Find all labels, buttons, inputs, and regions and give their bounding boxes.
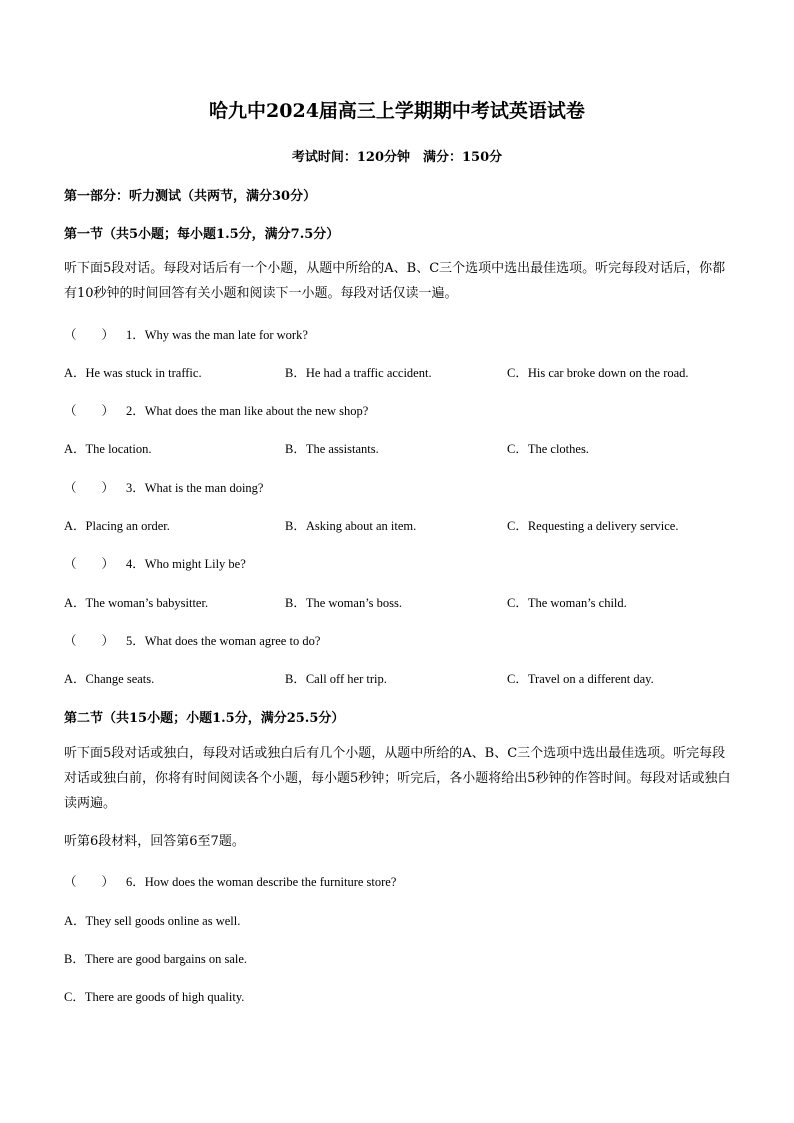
- option-b: B．Asking about an item.: [285, 519, 417, 533]
- question-stem: 6．How does the woman describe the furniture store?: [126, 875, 397, 889]
- option-a: A．Placing an order.: [64, 519, 170, 533]
- section2-heading: 第二节（共15小题；小题1.5分，满分25.5分）: [64, 711, 345, 726]
- answer-blank: （ ）: [64, 404, 115, 418]
- question-2: [64, 401, 368, 419]
- option-a: A．They sell goods online as well.: [64, 914, 241, 928]
- option-b: B．The woman’s boss.: [285, 596, 403, 610]
- answer-blank: （ ）: [64, 557, 115, 571]
- exam-title: 哈九中2024届高三上学期期中考试英语试卷: [209, 100, 585, 122]
- question-stem: 4．Who might Lily be?: [126, 557, 246, 571]
- option-c: C．The woman’s child.: [507, 596, 627, 610]
- answer-blank: （ ）: [64, 634, 115, 648]
- answer-blank: （ ）: [64, 875, 115, 889]
- section2-instructions: 听下面5段对话或独白，每段对话或独白后有几个小题，从题中所给的A、B、C三个选项中选出最佳选项。听完每段对话或独白前，你将有时间阅读各个小题，每小题5秒钟；听完后，各小题将给出5秒钟的作答时间。每段对话或独白读两遍。: [64, 746, 731, 811]
- option-c: C．Travel on a different day.: [507, 672, 654, 686]
- option-c: C．There are goods of high quality.: [64, 990, 245, 1004]
- option-b: B．Call off her trip.: [285, 672, 387, 686]
- question-stem: 2．What does the man like about the new shop?: [126, 404, 369, 418]
- section1-heading: 第一节（共5小题；每小题1.5分，满分7.5分）: [64, 227, 340, 242]
- question-stem: 3．What is the man doing?: [126, 481, 264, 495]
- option-b: B．He had a traffic accident.: [285, 366, 432, 380]
- question-4: [64, 554, 246, 572]
- option-c: C．The clothes.: [507, 442, 589, 456]
- option-a: A．Change seats.: [64, 672, 155, 686]
- option-a: A．The woman’s babysitter.: [64, 596, 209, 610]
- section1-instructions: 听下面5段对话。每段对话后有一个小题，从题中所给的A、B、C三个选项中选出最佳选项。听完每段对话后，你都有10秒钟的时间回答有关小题和阅读下一小题。每段对话仅读一遍。: [64, 261, 726, 301]
- option-b: B．The assistants.: [285, 442, 379, 456]
- question-stem: 5．What does the woman agree to do?: [126, 634, 321, 648]
- material-note: 听第6段材料，回答第6至7题。: [64, 834, 245, 849]
- option-c: C．Requesting a delivery service.: [507, 519, 679, 533]
- question-6: [64, 872, 396, 890]
- question-5: [64, 631, 320, 649]
- answer-blank: （ ）: [64, 481, 115, 495]
- question-3: [64, 478, 263, 496]
- option-b: B．There are good bargains on sale.: [64, 952, 248, 966]
- answer-blank: （ ）: [64, 328, 115, 342]
- part1-heading: 第一部分：听力测试（共两节，满分30分）: [64, 189, 317, 204]
- option-a: A．The location.: [64, 442, 152, 456]
- exam-info: 考试时间：120分钟 满分：150分: [291, 150, 503, 165]
- option-a: A．He was stuck in traffic.: [64, 366, 202, 380]
- option-c: C．His car broke down on the road.: [507, 366, 689, 380]
- question-stem: 1．Why was the man late for work?: [126, 328, 308, 342]
- question-1: [64, 325, 308, 343]
